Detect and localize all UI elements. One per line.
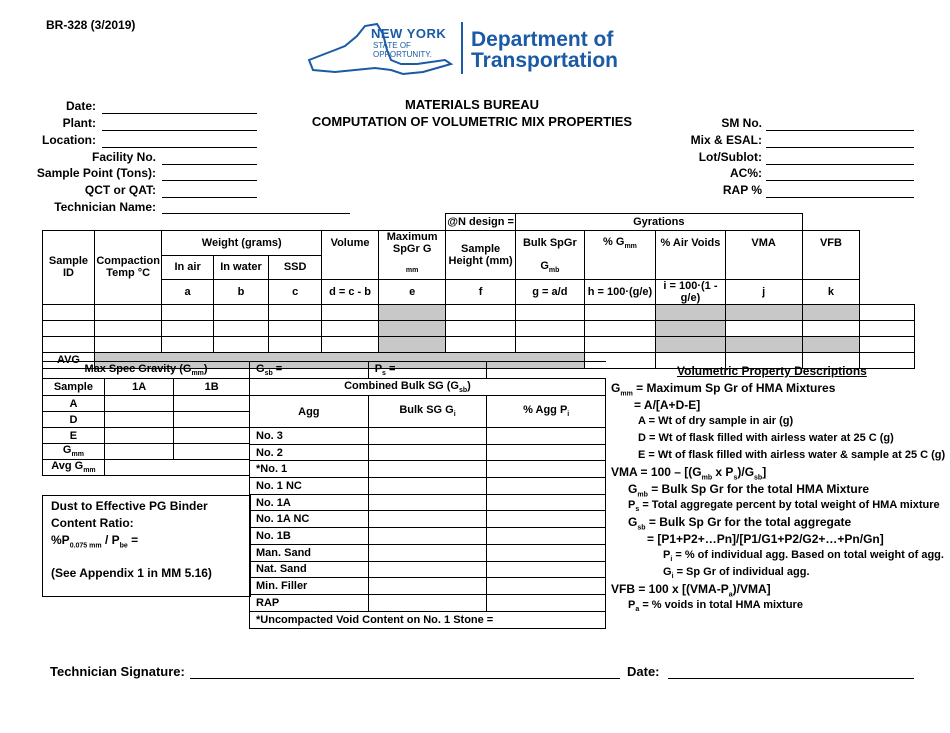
table-row[interactable]	[43, 336, 915, 352]
lot-sublot-label: Lot/Sublot:	[698, 150, 762, 164]
agg-row: Min. Filler	[250, 578, 606, 595]
plant-label: Plant:	[62, 116, 96, 130]
formula-f: f	[446, 279, 516, 304]
dust-line3: $\%P_{0.075 mm} / P_{be}$ =	[51, 533, 139, 550]
air-voids-header: % Air Voids	[656, 231, 725, 256]
agg-col-agg: Agg	[250, 396, 369, 428]
rap-label: RAP %	[722, 183, 762, 197]
sm-no-field[interactable]	[766, 130, 914, 131]
formula-i: i = 100·(1 - g/e)	[656, 279, 725, 304]
ps-definition: $P_s$ = Total aggregate percent by total weight of HMA mixture	[628, 499, 940, 514]
sample-point-label: Sample Point (Tons):	[36, 166, 156, 180]
gmb-definition: $G_{mb}$ = Bulk Sp Gr for the total HMA Mixture	[628, 482, 870, 499]
gmm-row-avg: Avg $G_{mm}$	[43, 460, 105, 476]
gmm-table	[42, 361, 250, 476]
agg-row: *No. 1	[250, 461, 606, 478]
agg-col-bulk: Bulk SG $G_i$	[368, 396, 487, 428]
agg-row: No. 1A	[250, 494, 606, 511]
pa-definition: $P_a$ = % voids in total HMA mixture	[628, 599, 803, 614]
gsb-definition: $G_{sb}$ = Bulk Sp Gr for the total aggregate	[628, 515, 852, 532]
technician-signature-label: Technician Signature:	[50, 664, 185, 679]
technician-name-label: Technician Name:	[54, 200, 156, 214]
bureau-title: MATERIALS BUREAU	[404, 97, 540, 112]
ssd-header: SSD	[269, 255, 322, 279]
form-title: COMPUTATION OF VOLUMETRIC MIX PROPERTIES	[311, 114, 633, 129]
logo-state-of: STATE OF	[373, 41, 411, 50]
pi-definition: $P_i$ = % of individual agg. Based on total weight of agg.	[663, 549, 944, 564]
max-spgr-header: Maximum SpGr G	[379, 231, 446, 256]
bulk-spgr-header: Bulk SpGr	[515, 231, 584, 256]
vma-header: VMA	[725, 231, 802, 256]
weight-group-header: Weight (grams)	[162, 231, 322, 256]
qct-label: QCT or QAT:	[84, 183, 156, 197]
formula-k: k	[802, 279, 860, 304]
agg-row: No. 2	[250, 444, 606, 461]
gmm-row-d: D	[43, 412, 105, 428]
formula-b: b	[213, 279, 268, 304]
gmm-title: Max Spec Gravity $(G_{mm})$	[43, 362, 250, 379]
gmm-row-e: E	[43, 428, 105, 444]
logo-opportunity: OPPORTUNITY.	[373, 50, 432, 59]
nysdot-logo	[305, 20, 655, 80]
vfb-header: VFB	[802, 231, 860, 256]
sample-id-header: Sample ID	[43, 255, 95, 279]
uncompacted-void-label: *Uncompacted Void Content on No. 1 Stone =	[250, 611, 606, 628]
gmm-col-1a: 1A	[104, 379, 174, 396]
e-definition: E = Wt of flask filled with airless water & sample at 25 C (g)	[638, 449, 946, 461]
formula-j: j	[725, 279, 802, 304]
formula-a: a	[162, 279, 213, 304]
gi-definition: $G_i = Sp$ Gr of individual agg.	[663, 566, 810, 581]
table-row[interactable]	[43, 320, 915, 336]
agg-row: No. 1B	[250, 528, 606, 545]
d-definition: D = Wt of flask filled with airless water at 25 C (g)	[638, 432, 894, 444]
agg-row: RAP	[250, 594, 606, 611]
dust-line2: Content Ratio:	[51, 516, 134, 530]
formula-g: g = a/d	[515, 279, 584, 304]
gmm-col-1b: 1B	[174, 379, 250, 396]
facility-label: Facility No.	[91, 150, 156, 164]
plant-field[interactable]	[102, 130, 257, 131]
gmm-formula: = A/[A+D-E]	[634, 398, 701, 412]
formula-h: h = 100·(g/e)	[584, 279, 656, 304]
location-field[interactable]	[102, 147, 257, 148]
vma-definition: VMA = $100 - [(G_{mb}$ x $P_s)/G_{sb}$]	[611, 465, 767, 482]
qct-field[interactable]	[162, 197, 257, 198]
gyrations-label: Gyrations	[515, 214, 802, 231]
signature-date-label: Date:	[627, 664, 660, 679]
agg-row: No. 1 NC	[250, 478, 606, 495]
gmm-row-gmm: $G_{mm}$	[43, 444, 105, 460]
compaction-header: Compaction Temp °C	[96, 255, 160, 279]
sample-height-header: Sample Height (mm)	[446, 231, 516, 280]
logo-dept-line2: Transportation	[471, 49, 619, 72]
agg-row: Man. Sand	[250, 544, 606, 561]
formula-d: d = c - b	[322, 279, 379, 304]
ac-field[interactable]	[766, 180, 914, 181]
mix-esal-label: Mix & ESAL:	[690, 133, 762, 147]
form-id: BR-328 (3/2019)	[46, 18, 136, 32]
n-design-label: @N design =	[446, 214, 516, 231]
gsb-formula: = [P1+P2+…Pn]/[P1/G1+P2/G2+…+Pn/Gn]	[647, 532, 884, 546]
location-label: Location:	[42, 133, 96, 147]
sample-point-field[interactable]	[162, 180, 257, 181]
logo-dept-line1: Department of	[471, 28, 614, 51]
agg-col-pct: % Agg $P_i$	[487, 396, 606, 428]
a-definition: A = Wt of dry sample in air (g)	[638, 415, 794, 427]
logo-divider	[461, 22, 463, 74]
rap-field[interactable]	[766, 197, 914, 198]
dust-line1: Dust to Effective PG Binder	[51, 499, 208, 513]
gmm-col-sample: Sample	[43, 379, 105, 396]
avg-label: AVG	[43, 352, 95, 368]
in-air-header: In air	[162, 255, 213, 279]
date-field[interactable]	[102, 113, 257, 114]
combined-bulk-label: Combined Bulk SG $(G_{sb})$	[250, 379, 487, 396]
signature-date-field[interactable]	[668, 678, 914, 679]
lot-sublot-field[interactable]	[766, 164, 914, 165]
mix-esal-field[interactable]	[766, 147, 914, 148]
agg-row: No. 3	[250, 428, 606, 445]
volume-header: Volume	[322, 231, 379, 256]
in-water-header: In water	[213, 255, 268, 279]
descriptions-title: Volumetric Property Descriptions	[677, 364, 867, 378]
gmm-row-a: A	[43, 396, 105, 412]
formula-c: c	[269, 279, 322, 304]
max-spgr-sub: mm	[379, 255, 446, 279]
sm-no-label: SM No.	[721, 116, 762, 130]
table-row[interactable]	[43, 304, 915, 320]
logo-new-york: NEW YORK	[371, 26, 447, 41]
technician-signature-field[interactable]	[190, 678, 620, 679]
main-data-table	[42, 213, 915, 369]
ps-label: $P_s$ =	[368, 362, 487, 379]
pct-gmm-header: % $G_{mm}$	[584, 231, 656, 256]
agg-row: No. 1A NC	[250, 511, 606, 528]
gmm-definition: $G_{mm}$ = Maximum Sp Gr of HMA Mixtures	[611, 381, 836, 398]
agg-row: Nat. Sand	[250, 561, 606, 578]
date-label: Date:	[65, 99, 96, 113]
dust-line4: (See Appendix 1 in MM 5.16)	[51, 566, 212, 580]
ac-label: AC%:	[730, 166, 762, 180]
dust-ratio-box	[42, 495, 251, 597]
aggregate-table	[249, 361, 606, 629]
bulk-g-header: $G_{mb}$	[515, 255, 584, 279]
gsb-label: $G_{sb}$ =	[250, 362, 369, 379]
vfb-definition: VFB = 100 x $[(VMA-P_a)/VMA]$	[611, 582, 771, 599]
formula-e: e	[379, 279, 446, 304]
facility-field[interactable]	[162, 164, 257, 165]
